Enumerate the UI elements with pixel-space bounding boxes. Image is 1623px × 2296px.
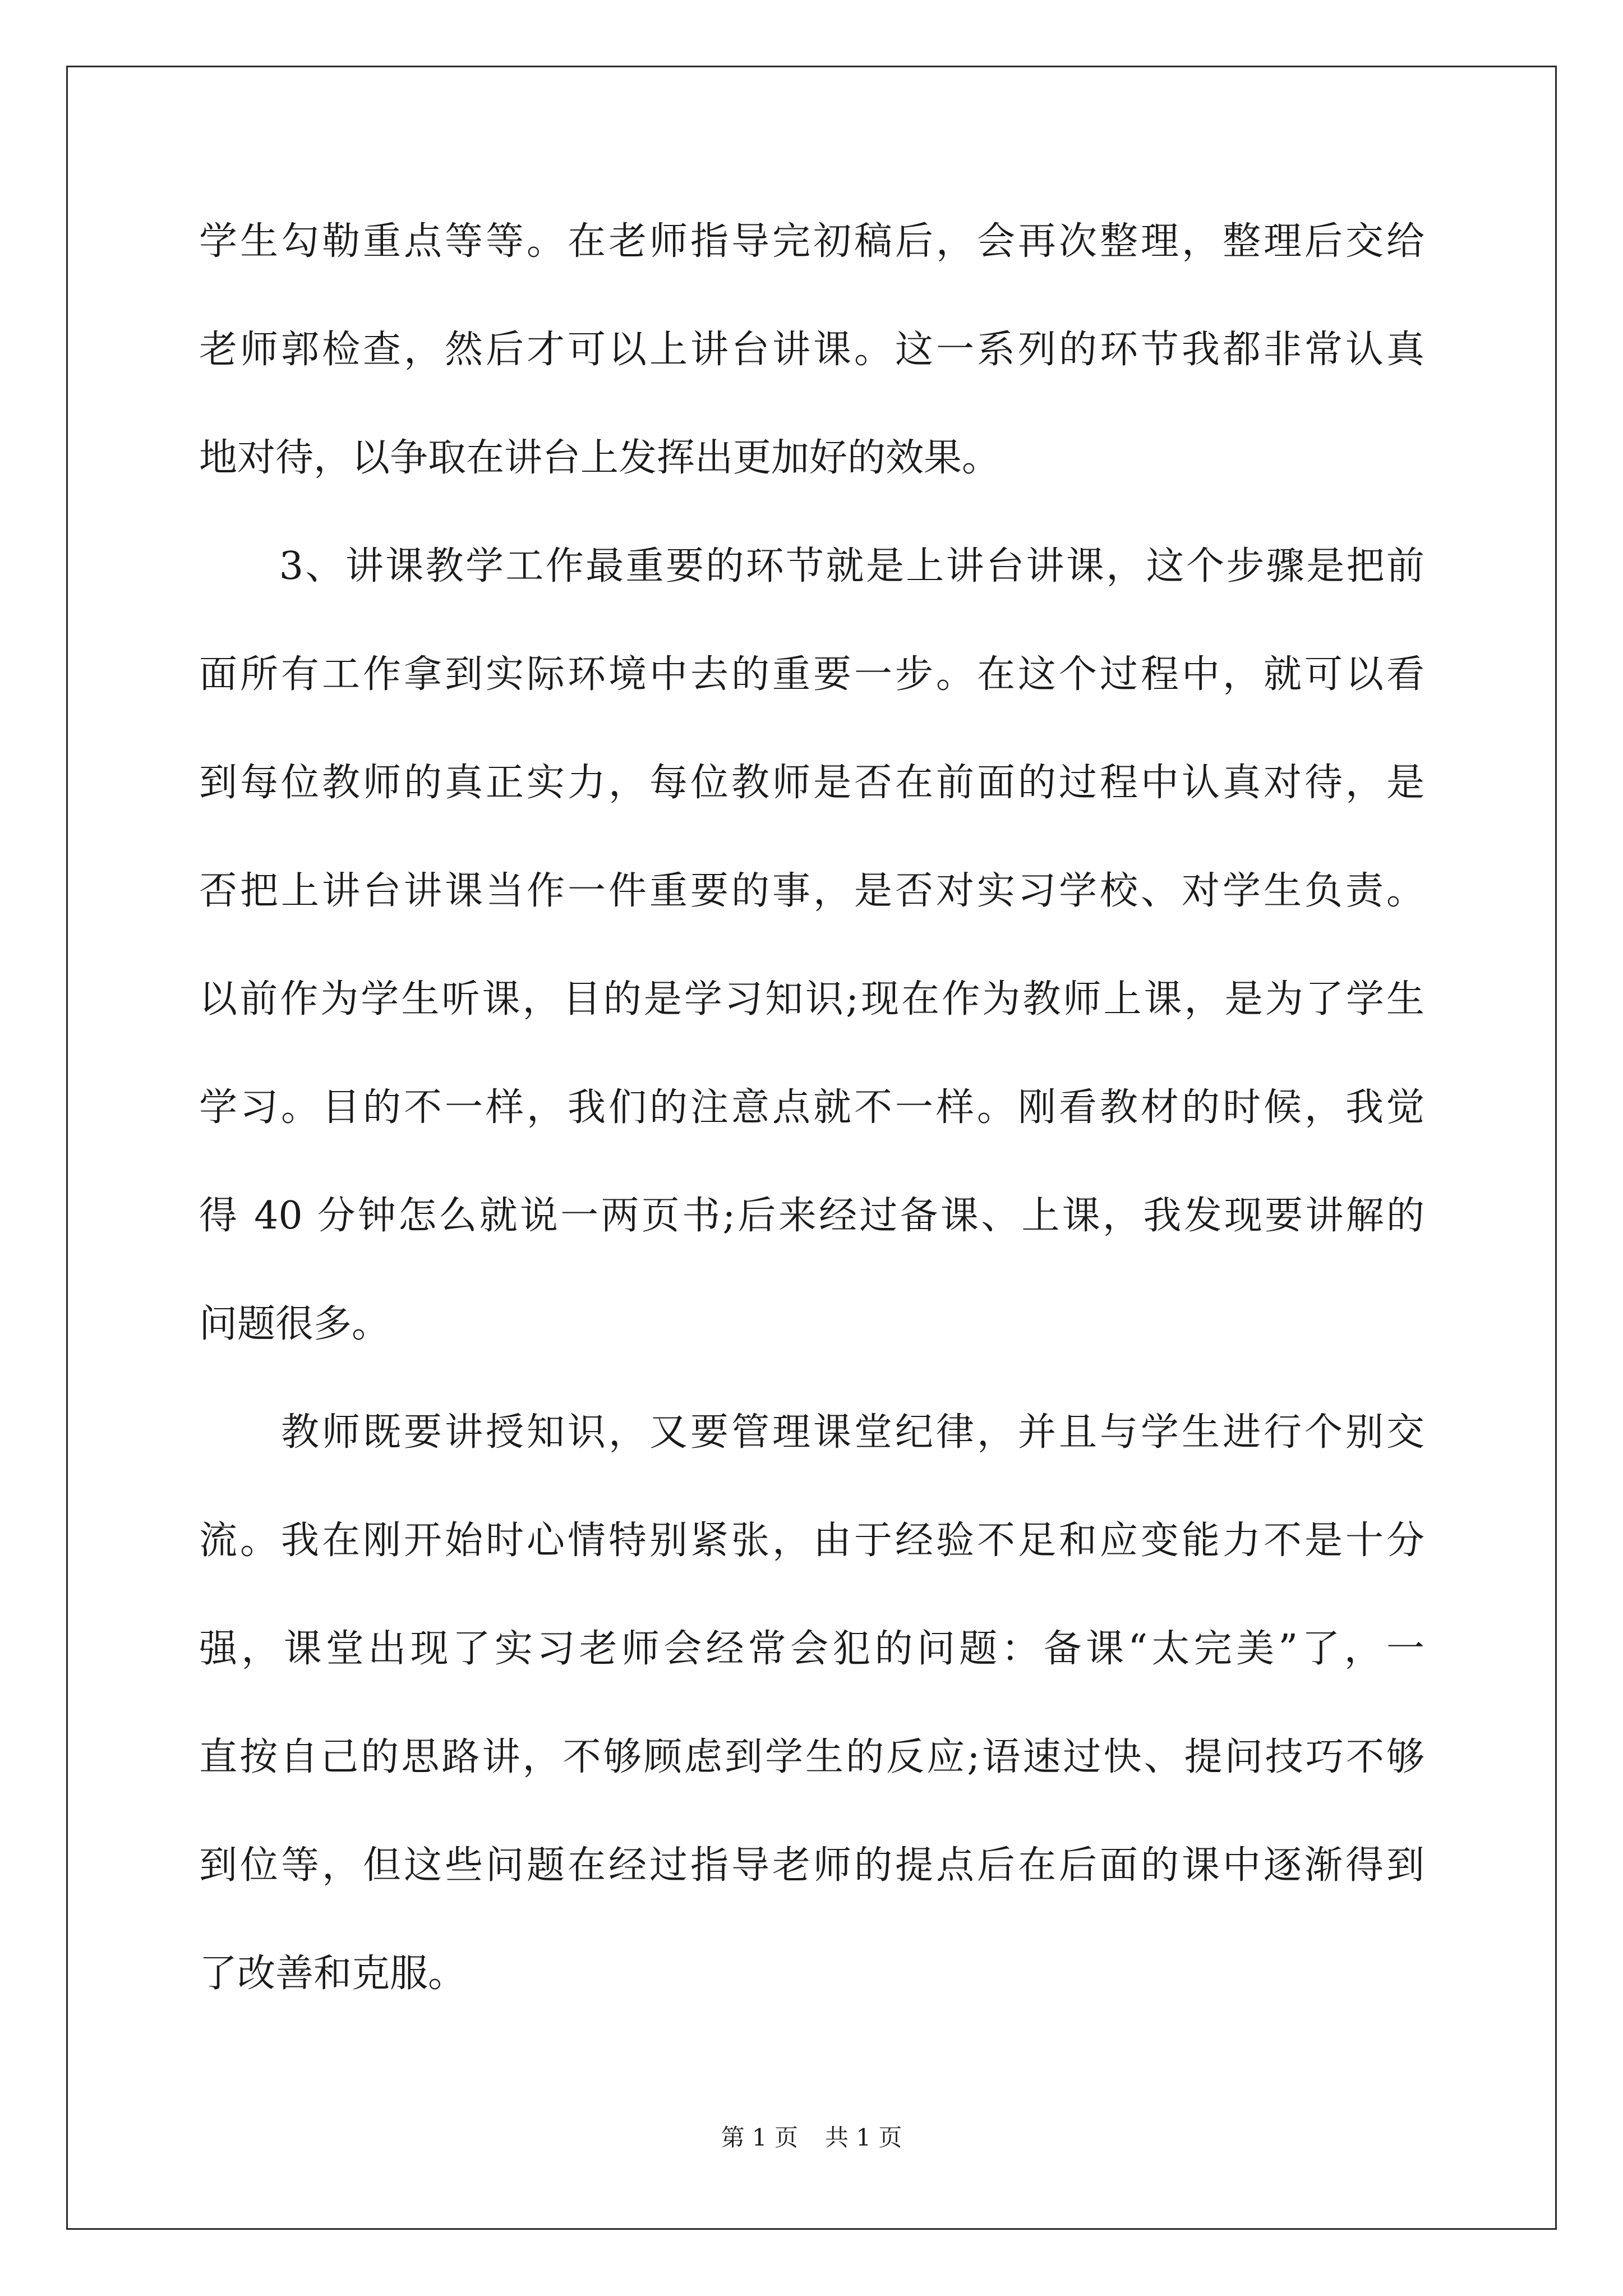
document-body xyxy=(199,215,1424,2055)
text-line: 3、讲课教学工作最重要的环节就是上讲台讲课，这个步骤是把前 xyxy=(199,544,1424,588)
text-line: 地对待，以争取在讲台上发挥出更加好的效果。 xyxy=(199,436,1000,480)
page-footer xyxy=(0,2119,1623,2153)
text-line: 老师郭检查，然后才可以上讲台讲课。这一系列的环节我都非常认真 xyxy=(199,328,1424,372)
text-line: 强，课堂出现了实习老师会经常会犯的问题：备课“太完美”了，一 xyxy=(199,1627,1424,1671)
text-line: 到位等，但这些问题在经过指导老师的提点后在后面的课中逐渐得到 xyxy=(199,1843,1424,1888)
text-line: 以前作为学生听课，目的是学习知识;现在作为教师上课，是为了学生 xyxy=(199,977,1424,1022)
text-line: 面所有工作拿到实际环境中去的重要一步。在这个过程中，就可以看 xyxy=(199,652,1424,697)
text-line: 否把上讲台讲课当作一件重要的事，是否对实习学校、对学生负责。 xyxy=(199,869,1424,913)
text-line: 了改善和克服。 xyxy=(199,1952,467,1996)
text-line: 学生勾勒重点等等。在老师指导完初稿后，会再次整理，整理后交给 xyxy=(199,219,1424,264)
text-line: 到每位教师的真正实力，每位教师是否在前面的过程中认真对待，是 xyxy=(199,761,1424,805)
text-line: 得 40 分钟怎么就说一两页书;后来经过备课、上课，我发现要讲解的 xyxy=(199,1194,1424,1238)
text-line: 问题很多。 xyxy=(199,1302,390,1346)
text-line: 教师既要讲授知识，又要管理课堂纪律，并且与学生进行个别交 xyxy=(199,1410,1424,1455)
text-line: 直按自己的思路讲，不够顾虑到学生的反应;语速过快、提问技巧不够 xyxy=(199,1735,1424,1779)
text-line: 流。我在刚开始时心情特别紧张，由于经验不足和应变能力不是十分 xyxy=(199,1519,1424,1563)
page-total: 共 1 页 xyxy=(825,2124,902,2151)
text-line: 学习。目的不一样，我们的注意点就不一样。刚看教材的时候，我觉 xyxy=(199,1085,1424,1130)
page-number: 第 1 页 xyxy=(721,2124,798,2151)
